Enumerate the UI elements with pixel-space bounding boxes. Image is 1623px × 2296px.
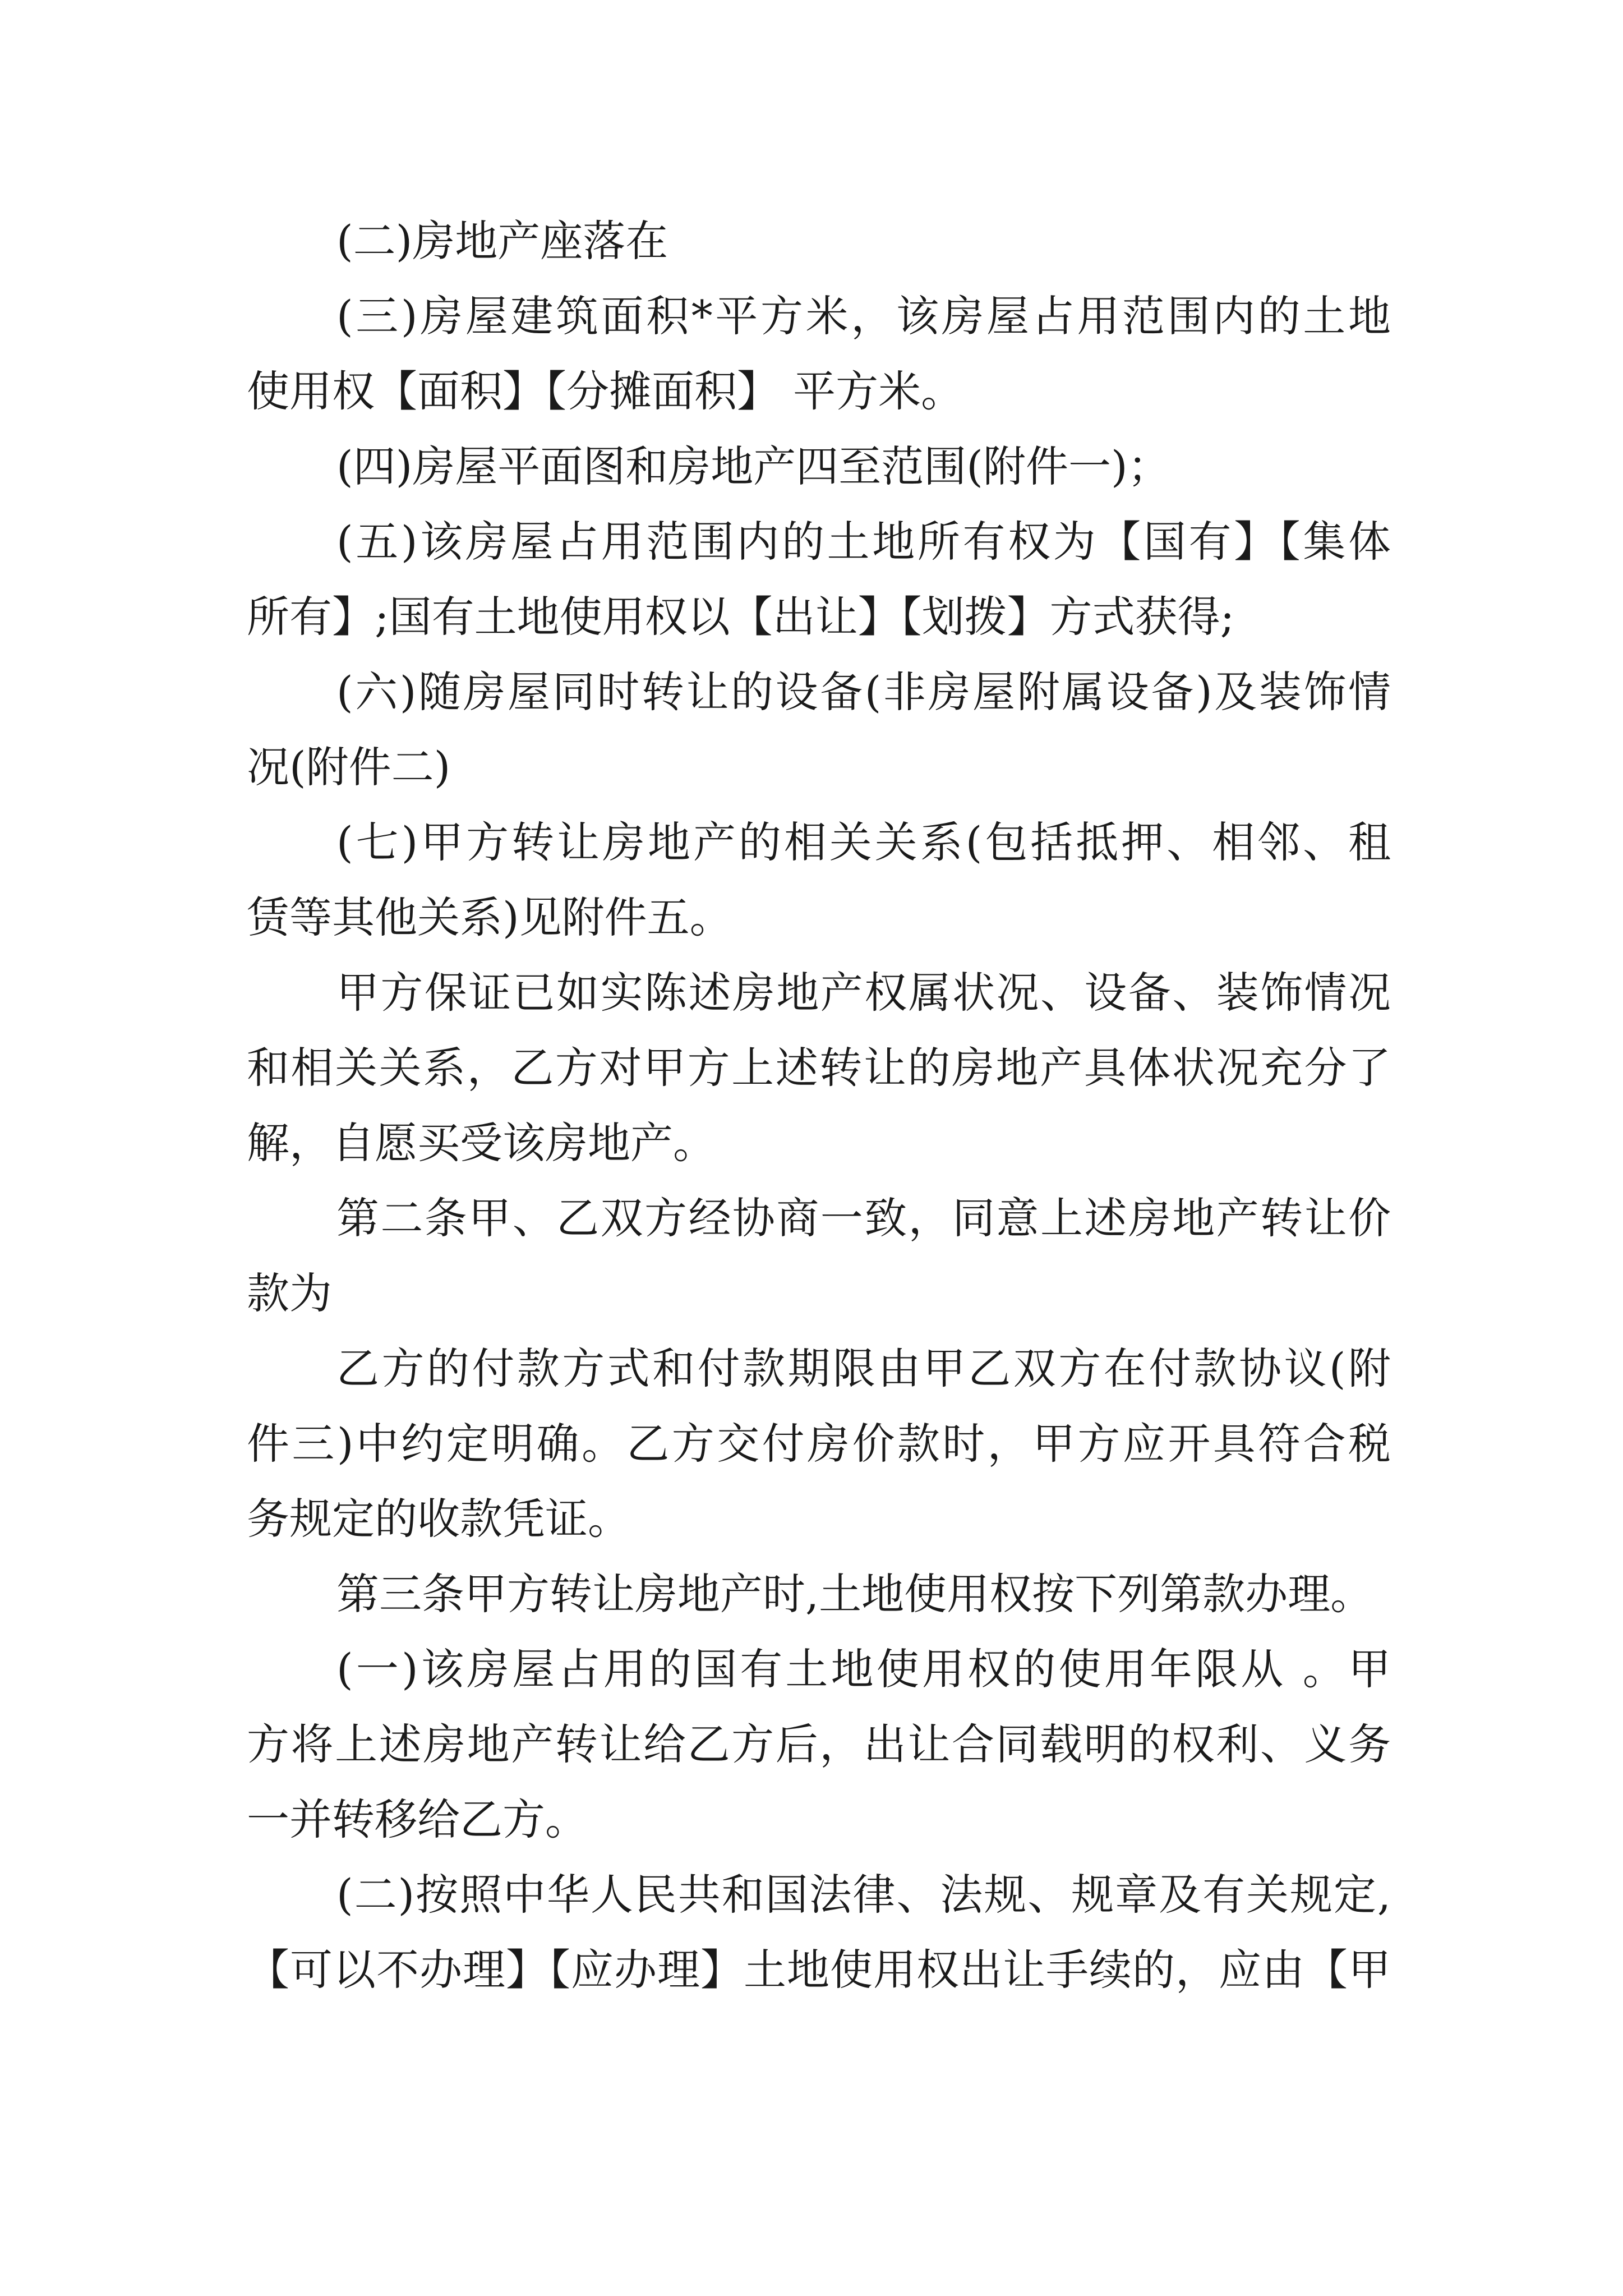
document-line: 第二条甲、乙双方经协商一致，同意上述房地产转让价 — [336, 1193, 1391, 1243]
document-line: 使用权【面积】【分摊面积】 平方米。 — [247, 366, 964, 416]
document-line: (五)该房屋占用范围内的土地所有权为【国有】【集体 — [336, 517, 1391, 567]
document-line: 件三)中约定明确。乙方交付房价款时，甲方应开具符合税 — [247, 1419, 1391, 1469]
document-line: (四)房屋平面图和房地产四至范围(附件一)； — [336, 441, 1170, 491]
document-line: (三)房屋建筑面积*平方米，该房屋占用范围内的土地 — [336, 291, 1391, 341]
document-line: 和相关关系，乙方对甲方上述转让的房地产具体状况充分了 — [247, 1043, 1391, 1093]
document-line: 【可以不办理】【应办理】土地使用权出让手续的，应由【甲 — [247, 1945, 1391, 1995]
document-line: 解，自愿买受该房地产。 — [247, 1118, 716, 1168]
document-line: (一)该房屋占用的国有土地使用权的使用年限从 。甲 — [336, 1644, 1391, 1694]
document-line: 甲方保证已如实陈述房地产权属状况、设备、装饰情况 — [336, 968, 1391, 1018]
document-line: (二)房地产座落在 — [336, 216, 668, 266]
document-line: 一并转移给乙方。 — [247, 1795, 588, 1844]
document-line: 所有】;国有土地使用权以【出让】【划拨】方式获得; — [247, 592, 1235, 642]
document-line: (二)按照中华人民共和国法律、法规、规章及有关规定, — [336, 1870, 1391, 1920]
document-line: 赁等其他关系)见附件五。 — [247, 892, 732, 942]
document-line: (六)随房屋同时转让的设备(非房屋附属设备)及装饰情 — [336, 667, 1391, 717]
document-line: 款为 — [247, 1268, 332, 1318]
document-line: 第三条甲方转让房地产时,土地使用权按下列第款办理。 — [336, 1569, 1373, 1619]
document-line: 方将上述房地产转让给乙方后，出让合同载明的权利、义务 — [247, 1719, 1391, 1769]
document-line: 乙方的付款方式和付款期限由甲乙双方在付款协议(附 — [336, 1343, 1391, 1393]
document-line: (七)甲方转让房地产的相关关系(包括抵押、相邻、租 — [336, 817, 1391, 867]
document-line: 务规定的收款凭证。 — [247, 1494, 630, 1544]
document-line: 况(附件二) — [247, 742, 451, 792]
